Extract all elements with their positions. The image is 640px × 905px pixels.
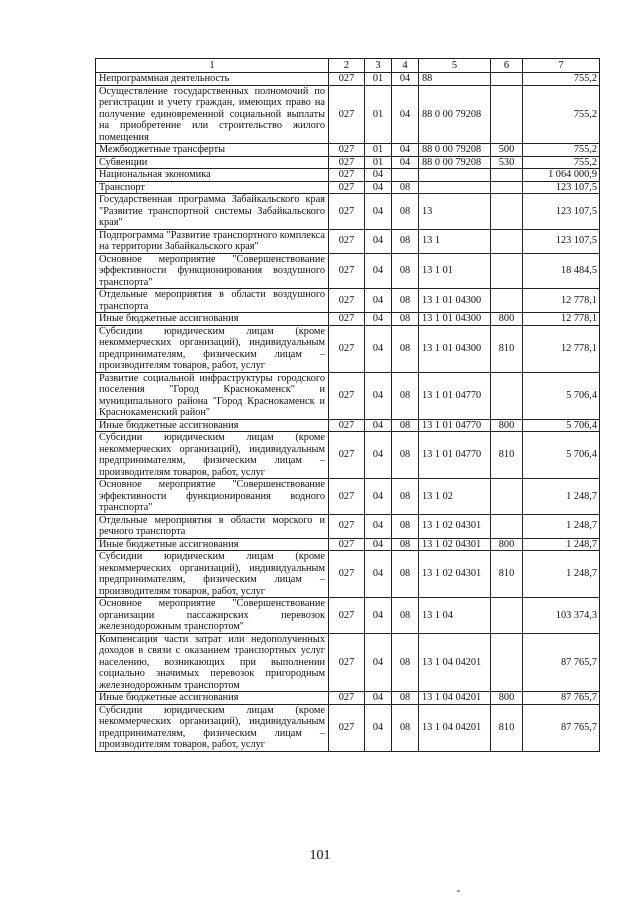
row-name: Иные бюджетные ассигнования (96, 538, 329, 551)
row-subsection-code: 08 (392, 289, 419, 313)
row-expense-type-code: 800 (491, 538, 523, 551)
row-amount: 12 778,1 (523, 289, 600, 313)
row-section-code: 04 (365, 419, 392, 432)
row-section-code: 01 (365, 156, 392, 169)
row-ved-code: 027 (329, 156, 365, 169)
row-target-code (419, 181, 491, 194)
row-ved-code: 027 (329, 598, 365, 634)
row-target-code: 13 1 01 (419, 253, 491, 289)
row-target-code: 13 1 02 04301 (419, 538, 491, 551)
table-row (96, 169, 600, 182)
row-name: Отдельные мероприятия в области воздушного транспорта (96, 289, 329, 313)
row-section-code: 04 (365, 181, 392, 194)
row-subsection-code: 04 (392, 156, 419, 169)
table-row (96, 514, 600, 538)
row-amount: 123 107,5 (523, 181, 600, 194)
row-subsection-code: 08 (392, 633, 419, 692)
row-expense-type-code: 810 (491, 432, 523, 479)
row-expense-type-code (491, 181, 523, 194)
row-amount: 87 765,7 (523, 633, 600, 692)
budget-table-container (95, 58, 599, 752)
row-ved-code: 027 (329, 85, 365, 144)
row-target-code: 88 0 00 79208 (419, 144, 491, 157)
row-expense-type-code: 800 (491, 419, 523, 432)
row-name: Подпрограмма "Развитие транспортного комплекса на территории Забайкальского края" (96, 229, 329, 253)
row-amount: 1 248,7 (523, 551, 600, 598)
scan-speck (457, 890, 460, 892)
row-amount: 755,2 (523, 85, 600, 144)
row-amount: 5 706,4 (523, 419, 600, 432)
row-ved-code: 027 (329, 313, 365, 326)
row-amount: 12 778,1 (523, 325, 600, 372)
row-name: Отдельные мероприятия в области морского и речного транспорта (96, 514, 329, 538)
table-row (96, 194, 600, 230)
row-section-code: 04 (365, 313, 392, 326)
header-col-6: 6 (491, 59, 523, 73)
row-subsection-code: 04 (392, 73, 419, 86)
row-expense-type-code: 810 (491, 325, 523, 372)
row-subsection-code: 08 (392, 253, 419, 289)
row-section-code: 04 (365, 704, 392, 751)
row-name: Основное мероприятие "Совершенствование организации пассажирских перевозок железнодорожным транспортом" (96, 598, 329, 634)
row-amount: 1 248,7 (523, 538, 600, 551)
row-target-code: 13 1 01 04770 (419, 372, 491, 419)
row-expense-type-code (491, 253, 523, 289)
header-col-1: 1 (96, 59, 329, 73)
table-row (96, 551, 600, 598)
row-target-code (419, 169, 491, 182)
row-section-code: 04 (365, 479, 392, 515)
row-target-code: 13 1 (419, 229, 491, 253)
row-subsection-code (392, 169, 419, 182)
row-subsection-code: 08 (392, 372, 419, 419)
row-expense-type-code: 530 (491, 156, 523, 169)
row-name: Иные бюджетные ассигнования (96, 313, 329, 326)
row-expense-type-code: 500 (491, 144, 523, 157)
row-subsection-code: 08 (392, 551, 419, 598)
table-row (96, 538, 600, 551)
row-amount: 1 064 000,9 (523, 169, 600, 182)
row-ved-code: 027 (329, 551, 365, 598)
row-ved-code: 027 (329, 372, 365, 419)
row-expense-type-code: 810 (491, 551, 523, 598)
row-subsection-code: 08 (392, 181, 419, 194)
row-amount: 103 374,3 (523, 598, 600, 634)
row-name: Субсидии юридическим лицам (кроме некоммерческих организаций), индивидуальным предпринимателям, физическим лицам – производителям товаров, работ, услуг (96, 704, 329, 751)
budget-table (95, 58, 600, 752)
table-row (96, 419, 600, 432)
table-row (96, 598, 600, 634)
row-target-code: 13 1 01 04300 (419, 289, 491, 313)
row-target-code: 13 1 01 04300 (419, 325, 491, 372)
row-target-code: 13 1 02 04301 (419, 514, 491, 538)
table-header (96, 59, 600, 73)
row-ved-code: 027 (329, 144, 365, 157)
row-name: Иные бюджетные ассигнования (96, 692, 329, 705)
header-row (96, 59, 600, 73)
row-subsection-code: 08 (392, 704, 419, 751)
row-name: Государственная программа Забайкальского края "Развитие транспортной системы Забайкальского края" (96, 194, 329, 230)
row-amount: 5 706,4 (523, 432, 600, 479)
row-amount: 1 248,7 (523, 514, 600, 538)
row-section-code: 04 (365, 194, 392, 230)
table-row (96, 692, 600, 705)
row-target-code: 13 1 04 04201 (419, 633, 491, 692)
row-ved-code: 027 (329, 73, 365, 86)
row-expense-type-code (491, 479, 523, 515)
row-name: Национальная экономика (96, 169, 329, 182)
row-ved-code: 027 (329, 432, 365, 479)
table-row (96, 432, 600, 479)
row-amount: 5 706,4 (523, 372, 600, 419)
row-amount: 755,2 (523, 73, 600, 86)
row-amount: 755,2 (523, 156, 600, 169)
row-amount: 87 765,7 (523, 692, 600, 705)
row-target-code: 13 1 04 04201 (419, 704, 491, 751)
row-section-code: 04 (365, 432, 392, 479)
row-section-code: 04 (365, 253, 392, 289)
row-ved-code: 027 (329, 194, 365, 230)
row-expense-type-code (491, 289, 523, 313)
row-amount: 18 484,5 (523, 253, 600, 289)
row-expense-type-code (491, 514, 523, 538)
table-row (96, 144, 600, 157)
row-subsection-code: 08 (392, 692, 419, 705)
row-expense-type-code (491, 73, 523, 86)
row-amount: 12 778,1 (523, 313, 600, 326)
row-target-code: 88 0 00 79208 (419, 85, 491, 144)
row-subsection-code: 08 (392, 194, 419, 230)
row-subsection-code: 04 (392, 144, 419, 157)
row-ved-code: 027 (329, 514, 365, 538)
row-section-code: 04 (365, 538, 392, 551)
row-section-code: 04 (365, 633, 392, 692)
row-target-code: 88 (419, 73, 491, 86)
row-section-code: 04 (365, 169, 392, 182)
row-name: Основное мероприятие "Совершенствование эффективности функционирования водного транспорта" (96, 479, 329, 515)
table-row (96, 704, 600, 751)
row-section-code: 04 (365, 325, 392, 372)
header-col-7: 7 (523, 59, 600, 73)
row-name: Основное мероприятие "Совершенствование эффективности функционирования воздушного транспорта" (96, 253, 329, 289)
row-ved-code: 027 (329, 633, 365, 692)
row-name: Иные бюджетные ассигнования (96, 419, 329, 432)
row-subsection-code: 08 (392, 313, 419, 326)
table-row (96, 372, 600, 419)
header-col-2: 2 (329, 59, 365, 73)
table-row (96, 633, 600, 692)
row-expense-type-code (491, 85, 523, 144)
row-expense-type-code: 810 (491, 704, 523, 751)
header-col-4: 4 (392, 59, 419, 73)
row-expense-type-code (491, 633, 523, 692)
row-ved-code: 027 (329, 538, 365, 551)
table-row (96, 156, 600, 169)
row-subsection-code: 08 (392, 325, 419, 372)
row-section-code: 04 (365, 551, 392, 598)
row-expense-type-code (491, 372, 523, 419)
row-ved-code: 027 (329, 325, 365, 372)
row-expense-type-code (491, 598, 523, 634)
row-ved-code: 027 (329, 229, 365, 253)
row-section-code: 04 (365, 229, 392, 253)
row-name: Транспорт (96, 181, 329, 194)
row-ved-code: 027 (329, 169, 365, 182)
row-amount: 1 248,7 (523, 479, 600, 515)
row-expense-type-code: 800 (491, 692, 523, 705)
row-name: Субсидии юридическим лицам (кроме некоммерческих организаций), индивидуальным предпринимателям, физическим лицам – производителям товаров, работ, услуг (96, 432, 329, 479)
header-col-5: 5 (419, 59, 491, 73)
row-target-code: 13 (419, 194, 491, 230)
row-expense-type-code (491, 229, 523, 253)
table-row (96, 229, 600, 253)
table-row (96, 253, 600, 289)
table-body (96, 73, 600, 752)
row-target-code: 13 1 04 (419, 598, 491, 634)
row-amount: 123 107,5 (523, 229, 600, 253)
row-subsection-code: 08 (392, 538, 419, 551)
row-subsection-code: 08 (392, 432, 419, 479)
row-name: Осуществление государственных полномочий по регистрации и учету граждан, имеющих право на получение единовременной социальной выплаты на приобретение или строительство жилого помещения (96, 85, 329, 144)
row-target-code: 88 0 00 79208 (419, 156, 491, 169)
row-expense-type-code: 800 (491, 313, 523, 326)
table-row (96, 325, 600, 372)
row-name: Компенсация части затрат или недополученных доходов в связи с оказанием транспортных услуг населению, возникающих при выполнении социально значимых перевозок пригородным железнодорожным транспортом (96, 633, 329, 692)
row-section-code: 01 (365, 85, 392, 144)
row-target-code: 13 1 02 (419, 479, 491, 515)
row-amount: 123 107,5 (523, 194, 600, 230)
row-ved-code: 027 (329, 704, 365, 751)
row-amount: 755,2 (523, 144, 600, 157)
row-target-code: 13 1 02 04301 (419, 551, 491, 598)
row-expense-type-code (491, 169, 523, 182)
table-row (96, 73, 600, 86)
row-target-code: 13 1 04 04201 (419, 692, 491, 705)
row-section-code: 04 (365, 514, 392, 538)
row-section-code: 04 (365, 692, 392, 705)
table-row (96, 85, 600, 144)
row-name: Межбюджетные трансферты (96, 144, 329, 157)
row-name: Субсидии юридическим лицам (кроме некоммерческих организаций), индивидуальным предпринимателям, физическим лицам – производителям товаров, работ, услуг (96, 551, 329, 598)
row-expense-type-code (491, 194, 523, 230)
row-ved-code: 027 (329, 181, 365, 194)
row-ved-code: 027 (329, 419, 365, 432)
row-section-code: 01 (365, 144, 392, 157)
row-subsection-code: 04 (392, 85, 419, 144)
row-ved-code: 027 (329, 479, 365, 515)
row-name: Непрограммная деятельность (96, 73, 329, 86)
row-ved-code: 027 (329, 289, 365, 313)
header-col-3: 3 (365, 59, 392, 73)
row-target-code: 13 1 01 04770 (419, 432, 491, 479)
row-target-code: 13 1 01 04770 (419, 419, 491, 432)
row-subsection-code: 08 (392, 514, 419, 538)
row-name: Субвенции (96, 156, 329, 169)
row-section-code: 04 (365, 372, 392, 419)
page-number: 101 (309, 848, 331, 863)
table-row (96, 479, 600, 515)
row-target-code: 13 1 01 04300 (419, 313, 491, 326)
row-name: Развитие социальной инфраструктуры городского поселения "Город Краснокаменск" и муниципального района "Город Краснокаменск и Краснокаменский район" (96, 372, 329, 419)
row-amount: 87 765,7 (523, 704, 600, 751)
row-name: Субсидии юридическим лицам (кроме некоммерческих организаций), индивидуальным предпринимателям, физическим лицам – производителям товаров, работ, услуг (96, 325, 329, 372)
row-section-code: 04 (365, 289, 392, 313)
row-subsection-code: 08 (392, 598, 419, 634)
row-section-code: 04 (365, 598, 392, 634)
row-ved-code: 027 (329, 692, 365, 705)
row-subsection-code: 08 (392, 479, 419, 515)
row-ved-code: 027 (329, 253, 365, 289)
table-row (96, 289, 600, 313)
table-row (96, 181, 600, 194)
table-row (96, 313, 600, 326)
row-subsection-code: 08 (392, 419, 419, 432)
row-subsection-code: 08 (392, 229, 419, 253)
row-section-code: 01 (365, 73, 392, 86)
